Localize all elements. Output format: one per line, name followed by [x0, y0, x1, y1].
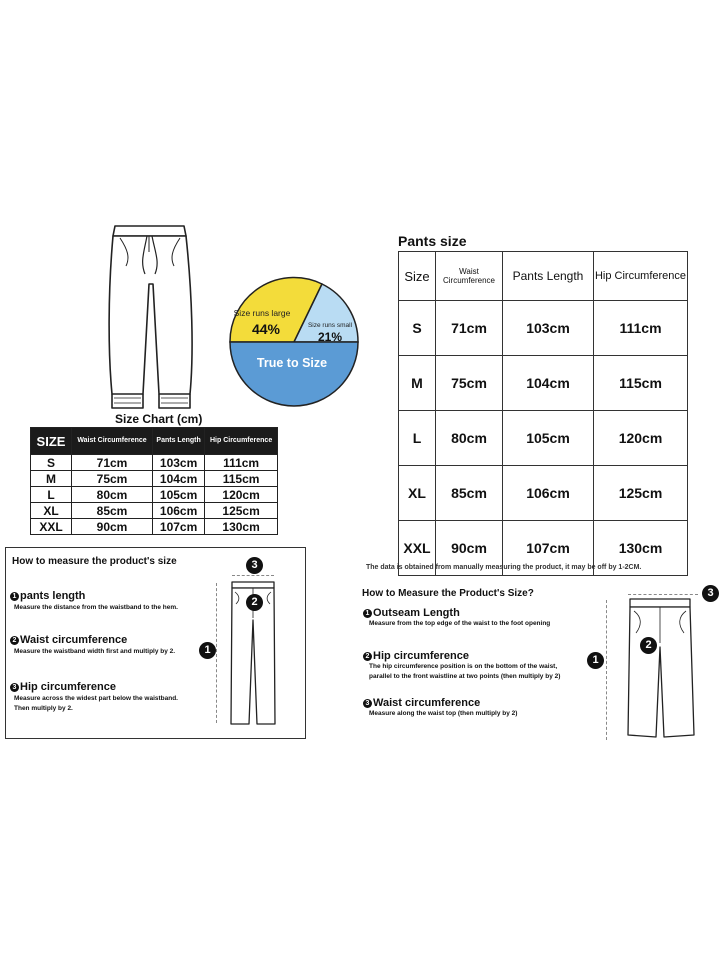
cell-size: XXL	[31, 519, 72, 535]
left-measure-item	[10, 634, 205, 657]
col-header-length: Pants Length	[153, 428, 205, 455]
number-badge: 1	[363, 609, 372, 618]
dim-line-length	[216, 583, 217, 723]
right-measure-heading: How to Measure the Product's Size?	[362, 588, 534, 599]
cell-waist: 90cm	[436, 521, 503, 576]
item-desc: Measure the waistband width first and multiply by 2.	[14, 648, 176, 655]
marker-2: 2	[246, 594, 263, 611]
pie-value-large: 44%	[251, 321, 281, 337]
table-row	[31, 519, 278, 535]
number-badge: 1	[10, 592, 19, 601]
marker-3: 3	[702, 585, 719, 602]
pie-value-small: 21%	[317, 330, 343, 344]
table-row	[31, 471, 278, 487]
table-row	[31, 503, 278, 519]
item-title: Hip circumference	[373, 650, 469, 662]
cell-size: XL	[31, 503, 72, 519]
cell-length: 106cm	[153, 503, 205, 519]
table-row	[31, 487, 278, 503]
col-header-size: SIZE	[31, 428, 72, 455]
cell-waist: 80cm	[436, 411, 503, 466]
cell-waist: 80cm	[72, 487, 153, 503]
item-title: Waist circumference	[373, 697, 481, 709]
cell-size: L	[399, 411, 436, 466]
right-measure-item	[363, 697, 593, 719]
cell-size: XL	[399, 466, 436, 521]
marker-2: 2	[640, 637, 657, 654]
left-size-table	[30, 427, 278, 535]
dim-line-waist	[232, 575, 274, 576]
dim-line-waist-right	[628, 594, 698, 595]
item-title: Hip circumference	[20, 681, 116, 693]
cell-hip: 120cm	[594, 411, 688, 466]
cell-waist: 71cm	[436, 301, 503, 356]
col-header-hip: Hip Circumference	[205, 428, 278, 455]
cell-waist: 85cm	[72, 503, 153, 519]
right-size-table	[398, 251, 688, 576]
cell-length: 107cm	[153, 519, 205, 535]
col-header-waist: Waist Circumference	[72, 428, 153, 455]
col-header-waist: Waist Circumference	[436, 252, 503, 301]
item-desc: parallel to the front waistline at two points (then multiply by 2)	[369, 673, 561, 680]
table-row	[399, 356, 688, 411]
cell-hip: 125cm	[205, 503, 278, 519]
cell-length: 103cm	[503, 301, 594, 356]
cell-length: 104cm	[503, 356, 594, 411]
cell-length: 105cm	[153, 487, 205, 503]
cell-hip: 111cm	[594, 301, 688, 356]
measurement-note: The data is obtained from manually measuring the product, it may be off by 1-2CM.	[366, 564, 642, 571]
number-badge: 3	[10, 683, 19, 692]
item-desc: Then multiply by 2.	[14, 705, 73, 712]
pants-size-title: Pants size	[398, 233, 467, 249]
number-badge: 3	[363, 699, 372, 708]
left-measure-item	[10, 681, 205, 714]
cell-length: 107cm	[503, 521, 594, 576]
cell-size: S	[31, 455, 72, 471]
item-title: pants length	[20, 590, 86, 602]
marker-3: 3	[246, 557, 263, 574]
number-badge: 2	[10, 636, 19, 645]
cell-waist: 75cm	[72, 471, 153, 487]
table-row	[399, 411, 688, 466]
left-measure-box	[5, 547, 306, 739]
size-chart-caption: Size Chart (cm)	[115, 412, 203, 426]
marker-1: 1	[587, 652, 604, 669]
jogger-pants-illustration	[100, 222, 200, 414]
col-header-size: Size	[399, 252, 436, 301]
cell-size: S	[399, 301, 436, 356]
col-header-hip: Hip Circumference	[594, 252, 688, 301]
cell-hip: 115cm	[205, 471, 278, 487]
fit-pie-chart	[228, 276, 360, 408]
item-desc: The hip circumference position is on the bottom of the waist,	[369, 663, 558, 670]
item-desc: Measure the distance from the waistband to the hem.	[14, 604, 178, 611]
cell-hip: 130cm	[594, 521, 688, 576]
pie-label-large: Size runs large	[233, 308, 291, 318]
cell-waist: 85cm	[436, 466, 503, 521]
marker-1: 1	[199, 642, 216, 659]
item-title: Outseam Length	[373, 607, 460, 619]
cell-length: 103cm	[153, 455, 205, 471]
table-row	[31, 455, 278, 471]
cell-waist: 90cm	[72, 519, 153, 535]
pants-measure-diagram-right	[620, 595, 700, 745]
cell-hip: 130cm	[205, 519, 278, 535]
number-badge: 2	[363, 652, 372, 661]
pie-label-true: True to Size	[256, 356, 328, 370]
dim-line-outseam	[606, 600, 607, 740]
cell-hip: 115cm	[594, 356, 688, 411]
cell-size: XXL	[399, 521, 436, 576]
cell-length: 104cm	[153, 471, 205, 487]
table-row	[399, 301, 688, 356]
pie-slice-true-to-size	[230, 342, 358, 406]
cell-size: M	[399, 356, 436, 411]
cell-size: M	[31, 471, 72, 487]
item-desc: Measure across the widest part below the waistband.	[14, 695, 178, 702]
item-desc: Measure from the top edge of the waist to the foot opening	[369, 620, 551, 627]
cell-hip: 111cm	[205, 455, 278, 471]
table-row	[399, 466, 688, 521]
cell-hip: 125cm	[594, 466, 688, 521]
cell-hip: 120cm	[205, 487, 278, 503]
item-desc: Measure along the waist top (then multiply by 2)	[369, 710, 518, 717]
cell-length: 105cm	[503, 411, 594, 466]
left-measure-heading: How to measure the product's size	[12, 556, 177, 567]
col-header-length: Pants Length	[503, 252, 594, 301]
cell-waist: 75cm	[436, 356, 503, 411]
cell-waist: 71cm	[72, 455, 153, 471]
cell-length: 106cm	[503, 466, 594, 521]
right-measure-item	[363, 650, 593, 682]
left-measure-item	[10, 590, 205, 613]
right-measure-item	[363, 607, 593, 629]
cell-size: L	[31, 487, 72, 503]
item-title: Waist circumference	[20, 634, 128, 646]
pie-label-small: Size runs small	[307, 322, 353, 329]
